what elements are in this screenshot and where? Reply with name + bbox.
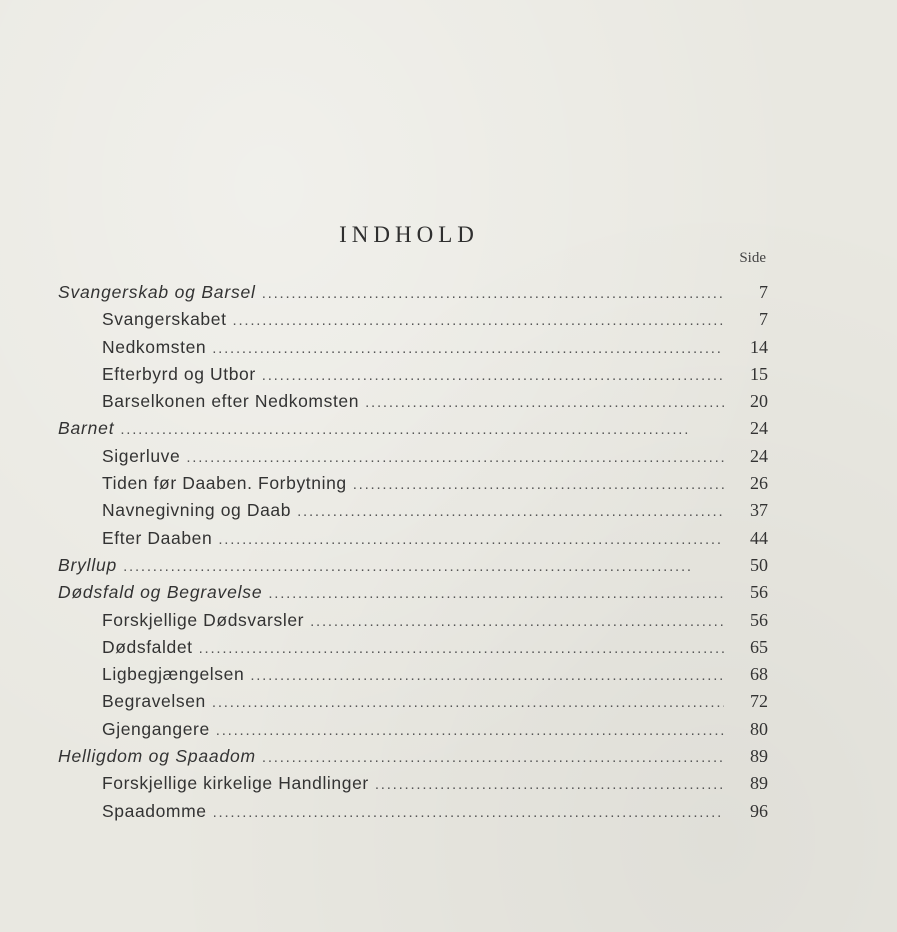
toc-entry xyxy=(58,306,768,333)
dot-leader xyxy=(353,471,724,498)
dot-leader xyxy=(375,771,724,798)
dot-leader xyxy=(262,744,724,771)
toc-entry-title: Dødsfaldet xyxy=(102,636,193,657)
toc-entry-title: Spaadomme xyxy=(102,800,207,821)
toc-entry-page: 65 xyxy=(750,636,768,657)
toc-entry xyxy=(58,525,768,552)
dot-leader xyxy=(216,717,724,744)
toc-entry xyxy=(58,661,768,688)
toc-entry-title: Svangerskabet xyxy=(102,309,227,330)
toc-entry xyxy=(58,798,768,825)
toc-entry-title: Forskjellige kirkelige Handlinger xyxy=(102,773,369,794)
toc-entry-title: Tiden før Daaben. Forbytning xyxy=(102,473,347,494)
dot-leader xyxy=(262,362,724,389)
toc-entry-page: 20 xyxy=(750,391,768,412)
toc-entry xyxy=(58,552,768,579)
toc-entry-title: Ligbegjængelsen xyxy=(102,664,245,685)
toc-entry-page: 96 xyxy=(750,800,768,821)
toc-entry xyxy=(58,443,768,470)
toc-entry xyxy=(58,497,768,524)
toc-entry xyxy=(58,279,768,306)
dot-leader xyxy=(186,444,724,471)
toc-entry-page: 68 xyxy=(750,664,768,685)
toc-entry xyxy=(58,334,768,361)
dot-leader xyxy=(213,799,724,826)
toc-entry xyxy=(58,743,768,770)
toc-entry-page: 72 xyxy=(750,691,768,712)
dot-leader xyxy=(233,307,724,334)
toc-entry-title: Gjengangere xyxy=(102,718,210,739)
toc-entry-page: 37 xyxy=(750,500,768,521)
toc-entry xyxy=(58,607,768,634)
toc-entry xyxy=(58,579,768,606)
toc-entry-title: Helligdom og Spaadom xyxy=(58,746,256,767)
toc-entry xyxy=(58,415,768,442)
dot-leader xyxy=(212,689,724,716)
dot-leader xyxy=(123,553,724,580)
toc-entry-page: 24 xyxy=(750,445,768,466)
dot-leader xyxy=(365,389,724,416)
toc-entry-title: Sigerluve xyxy=(102,445,181,466)
page-title: INDHOLD xyxy=(339,222,479,247)
toc-entry-page: 50 xyxy=(750,554,768,575)
dot-leader xyxy=(199,635,724,662)
toc-entry-title: Efterbyrd og Utbor xyxy=(102,363,256,384)
toc-entry xyxy=(58,361,768,388)
dot-leader xyxy=(120,416,724,443)
toc-entry-page: 7 xyxy=(759,309,768,330)
toc-entry-title: Forskjellige Dødsvarsler xyxy=(102,609,305,630)
toc-entry xyxy=(58,688,768,715)
toc-entry xyxy=(58,470,768,497)
toc-entry-page: 89 xyxy=(750,773,768,794)
toc-entry-title: Barnet xyxy=(58,418,115,439)
dot-leader xyxy=(262,280,724,307)
toc-entry-page: 56 xyxy=(750,609,768,630)
toc-entry xyxy=(58,388,768,415)
dot-leader xyxy=(212,335,724,362)
toc-entry-page: 7 xyxy=(759,282,768,302)
toc-entry-title: Navnegivning og Daab xyxy=(102,500,292,521)
table-of-contents xyxy=(58,279,768,825)
toc-entry-title: Svangerskab og Barsel xyxy=(58,282,256,302)
toc-entry-page: 44 xyxy=(750,527,768,548)
toc-entry-page: 89 xyxy=(750,746,768,767)
toc-entry-page: 14 xyxy=(750,336,768,357)
toc-entry-page: 26 xyxy=(750,473,768,494)
dot-leader xyxy=(297,498,724,525)
toc-entry-title: Nedkomsten xyxy=(102,336,207,357)
page-column-label: Side xyxy=(739,250,766,266)
toc-entry xyxy=(58,716,768,743)
toc-entry-title: Begravelsen xyxy=(102,691,206,712)
toc-entry-page: 24 xyxy=(750,418,768,439)
toc-entry-page: 56 xyxy=(750,582,768,603)
toc-entry-title: Barselkonen efter Nedkomsten xyxy=(102,391,360,412)
toc-entry-title: Efter Daaben xyxy=(102,527,213,548)
toc-entry-page: 15 xyxy=(750,363,768,384)
dot-leader xyxy=(218,526,724,553)
toc-entry xyxy=(58,634,768,661)
toc-entry-title: Dødsfald og Begravelse xyxy=(58,582,263,603)
dot-leader xyxy=(310,608,724,635)
toc-entry xyxy=(58,770,768,797)
toc-entry-title: Bryllup xyxy=(58,554,118,575)
dot-leader xyxy=(250,662,724,689)
toc-entry-page: 80 xyxy=(750,718,768,739)
dot-leader xyxy=(268,580,724,607)
